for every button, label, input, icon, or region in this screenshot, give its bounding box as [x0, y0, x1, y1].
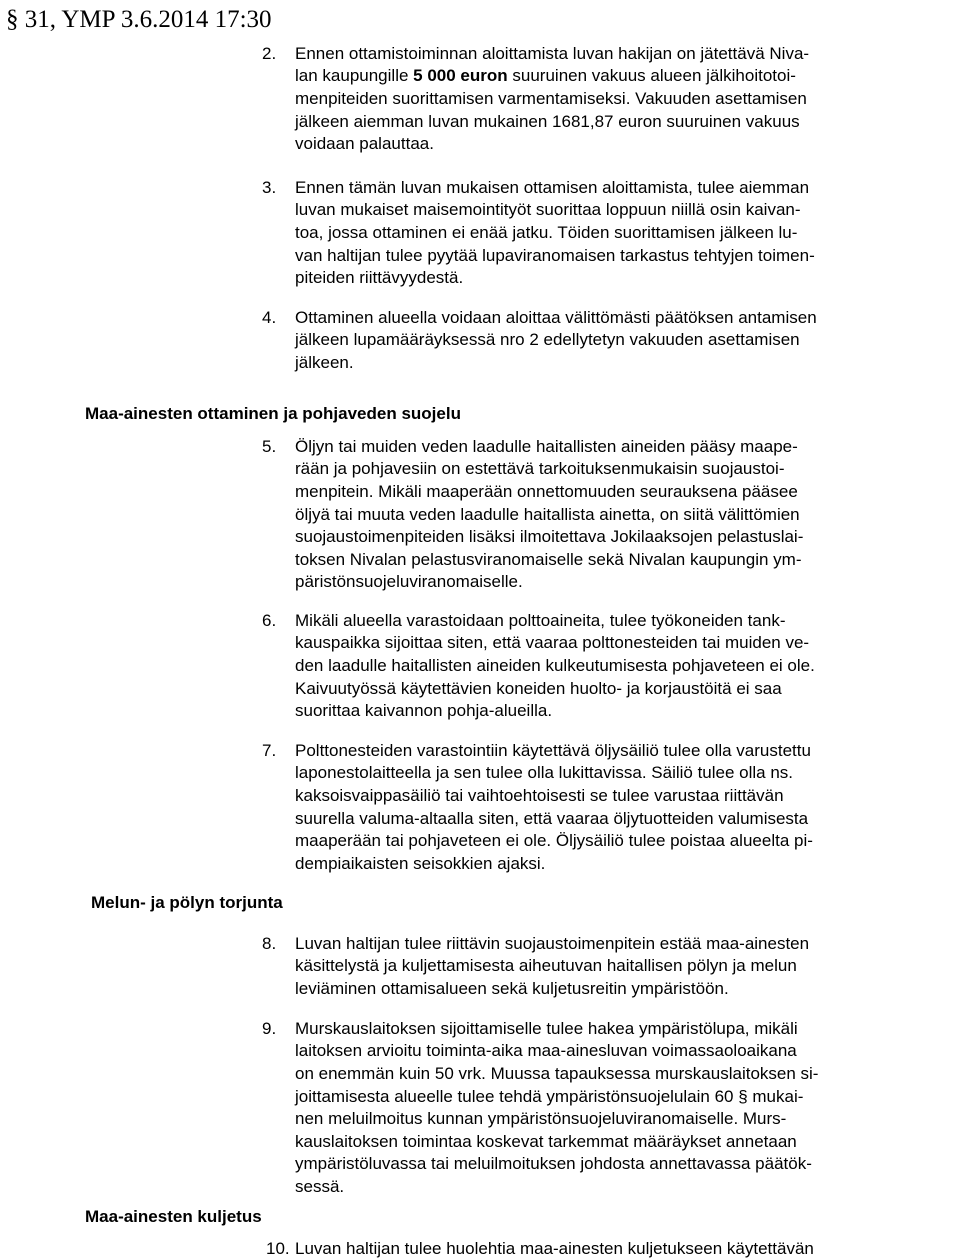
text-line: toksen Nivalan pelastusviranomaiselle sekä Nivalan kaupungin ym- — [295, 550, 802, 569]
text-line: Ottaminen alueella voidaan aloittaa välittömästi päätöksen antamisen — [295, 308, 817, 327]
text-line: Murskauslaitoksen sijoittamiselle tulee hakea ympäristölupa, mikäli — [295, 1019, 798, 1038]
section-heading-groundwater: Maa-ainesten ottaminen ja pohjaveden suojelu — [85, 404, 461, 423]
text-line: laponestolaitteella ja sen tulee olla lukittavissa. Säiliö tulee olla ns. — [295, 763, 794, 782]
item-number: 5. — [262, 437, 277, 456]
text-line: joittamisesta alueelle tulee tehdä ympäristönsuojelulain 60 § mukai- — [295, 1087, 804, 1106]
text-line: Ennen tämän luvan mukaisen ottamisen aloittamista, tulee aiemman — [295, 178, 810, 197]
section-mark: § — [6, 6, 19, 33]
text-line: suojaustoimenpiteiden lisäksi ilmoitettava Jokilaaksojen pelastuslai- — [295, 527, 804, 546]
item-number: 2. — [262, 44, 277, 63]
document-header — [6, 4, 272, 36]
text-line: kauspaikka sijoittaa siten, että vaaraa polttonesteiden tai muiden ve- — [295, 633, 810, 652]
text-line: käsittelystä ja kuljettamisesta aiheutuvan haitallisen pölyn ja melun — [295, 956, 797, 975]
item-number: 8. — [262, 934, 277, 953]
item-number: 10. — [266, 1239, 290, 1258]
text-line: kauslaitoksen toimintaa koskevat tarkemmat määräykset annetaan — [295, 1132, 797, 1151]
text-line: Kaivuutyössä käytettävien koneiden huolto- ja korjaustöitä ei saa — [295, 679, 782, 698]
text-line: maaperään tai pohjaveteen ei ole. Öljysäiliö tulee poistaa alueelta pi- — [295, 831, 813, 850]
bold-amount: 5 000 euron — [413, 66, 508, 85]
text-line: van haltijan tulee pyytää lupaviranomaisen tarkastus tehtyjen toimen- — [295, 246, 815, 265]
text-line: päristönsuojeluviranomaiselle. — [295, 572, 523, 591]
section-heading-noise: Melun- ja pölyn torjunta — [91, 893, 283, 912]
text-line — [295, 65, 796, 87]
text-line: piteiden riittävyydestä. — [295, 268, 464, 287]
text-line: toa, jossa ottaminen ei enää jatku. Töiden suorittamisen jälkeen lu- — [295, 223, 798, 242]
item-number: 9. — [262, 1019, 277, 1038]
text-line: on enemmän kuin 50 vrk. Muussa tapauksessa murskauslaitoksen si- — [295, 1064, 819, 1083]
text-line: nen meluilmoitus kunnan ympäristönsuojeluviranomaiselle. Murs- — [295, 1109, 787, 1128]
item-number: 3. — [262, 178, 277, 197]
text-line: den laadulle haitallisten aineiden kulkeutumisesta pohjaveteen ei ole. — [295, 656, 815, 675]
text-segment: lan kaupungille — [295, 66, 414, 85]
text-line: jälkeen lupamääräyksessä nro 2 edellytetyn vakuuden asettamisen — [295, 330, 800, 349]
item-number: 6. — [262, 611, 277, 630]
text-line: menpitein. Mikäli maaperään onnettomuuden seurauksena pääsee — [295, 482, 798, 501]
text-line: rään ja pohjavesiin on estettävä tarkoituksenmukaisin suojaustoi- — [295, 459, 785, 478]
text-line: kaksoisvaippasäiliö tai vaihtoehtoisesti se tulee varustaa riittävän — [295, 786, 784, 805]
text-line: leviäminen ottamisalueen sekä kuljetusreitin ympäristöön. — [295, 979, 729, 998]
text-line: Ennen ottamistoiminnan aloittamista luvan hakijan on jätettävä Niva- — [295, 44, 810, 63]
text-line: menpiteiden suorittamisen varmentamiseksi. Vakuuden asettamisen — [295, 89, 807, 108]
item-number: 4. — [262, 308, 277, 327]
text-line: ympäristöluvassa tai meluilmoituksen johdosta annettavassa päätök- — [295, 1154, 812, 1173]
text-line: sessä. — [295, 1177, 345, 1196]
text-line: luvan mukaiset maisemointityöt suorittaa loppuun niillä osin kaivan- — [295, 200, 801, 219]
item-number: 7. — [262, 741, 277, 760]
header-title: 31, YMP 3.6.2014 17:30 — [24, 6, 272, 33]
text-line: laitoksen arvioitu toiminta-aika maa-ainesluvan voimassaoloaikana — [295, 1041, 797, 1060]
text-line: dempiaikaisten seisokkien ajaksi. — [295, 854, 546, 873]
text-line: Luvan haltijan tulee huolehtia maa-ainesten kuljetukseen käytettävän — [295, 1239, 814, 1258]
section-heading-transport: Maa-ainesten kuljetus — [85, 1207, 262, 1226]
text-line: Luvan haltijan tulee riittävin suojaustoimenpitein estää maa-ainesten — [295, 934, 810, 953]
text-line: Mikäli alueella varastoidaan polttoaineita, tulee työkoneiden tank- — [295, 611, 786, 630]
text-line: Öljyn tai muiden veden laadulle haitallisten aineiden pääsy maape- — [295, 437, 798, 456]
text-segment: suuruinen vakuus alueen jälkihoitotoi- — [512, 66, 796, 85]
text-line: suorittaa kaivannon pohja-alueilla. — [295, 701, 553, 720]
text-line: jälkeen aiemman luvan mukainen 1681,87 euron suuruinen vakuus — [295, 112, 800, 131]
text-line: suurella valuma-altaalla siten, että vaaraa öljytuotteiden valumisesta — [295, 809, 809, 828]
text-line: voidaan palauttaa. — [295, 134, 434, 153]
text-line: öljyä tai muuta veden laadulle haitallista ainetta, on siitä välittömien — [295, 505, 800, 524]
text-line: Polttonesteiden varastointiin käytettävä öljysäiliö tulee olla varustettu — [295, 741, 811, 760]
text-line: jälkeen. — [295, 353, 354, 372]
